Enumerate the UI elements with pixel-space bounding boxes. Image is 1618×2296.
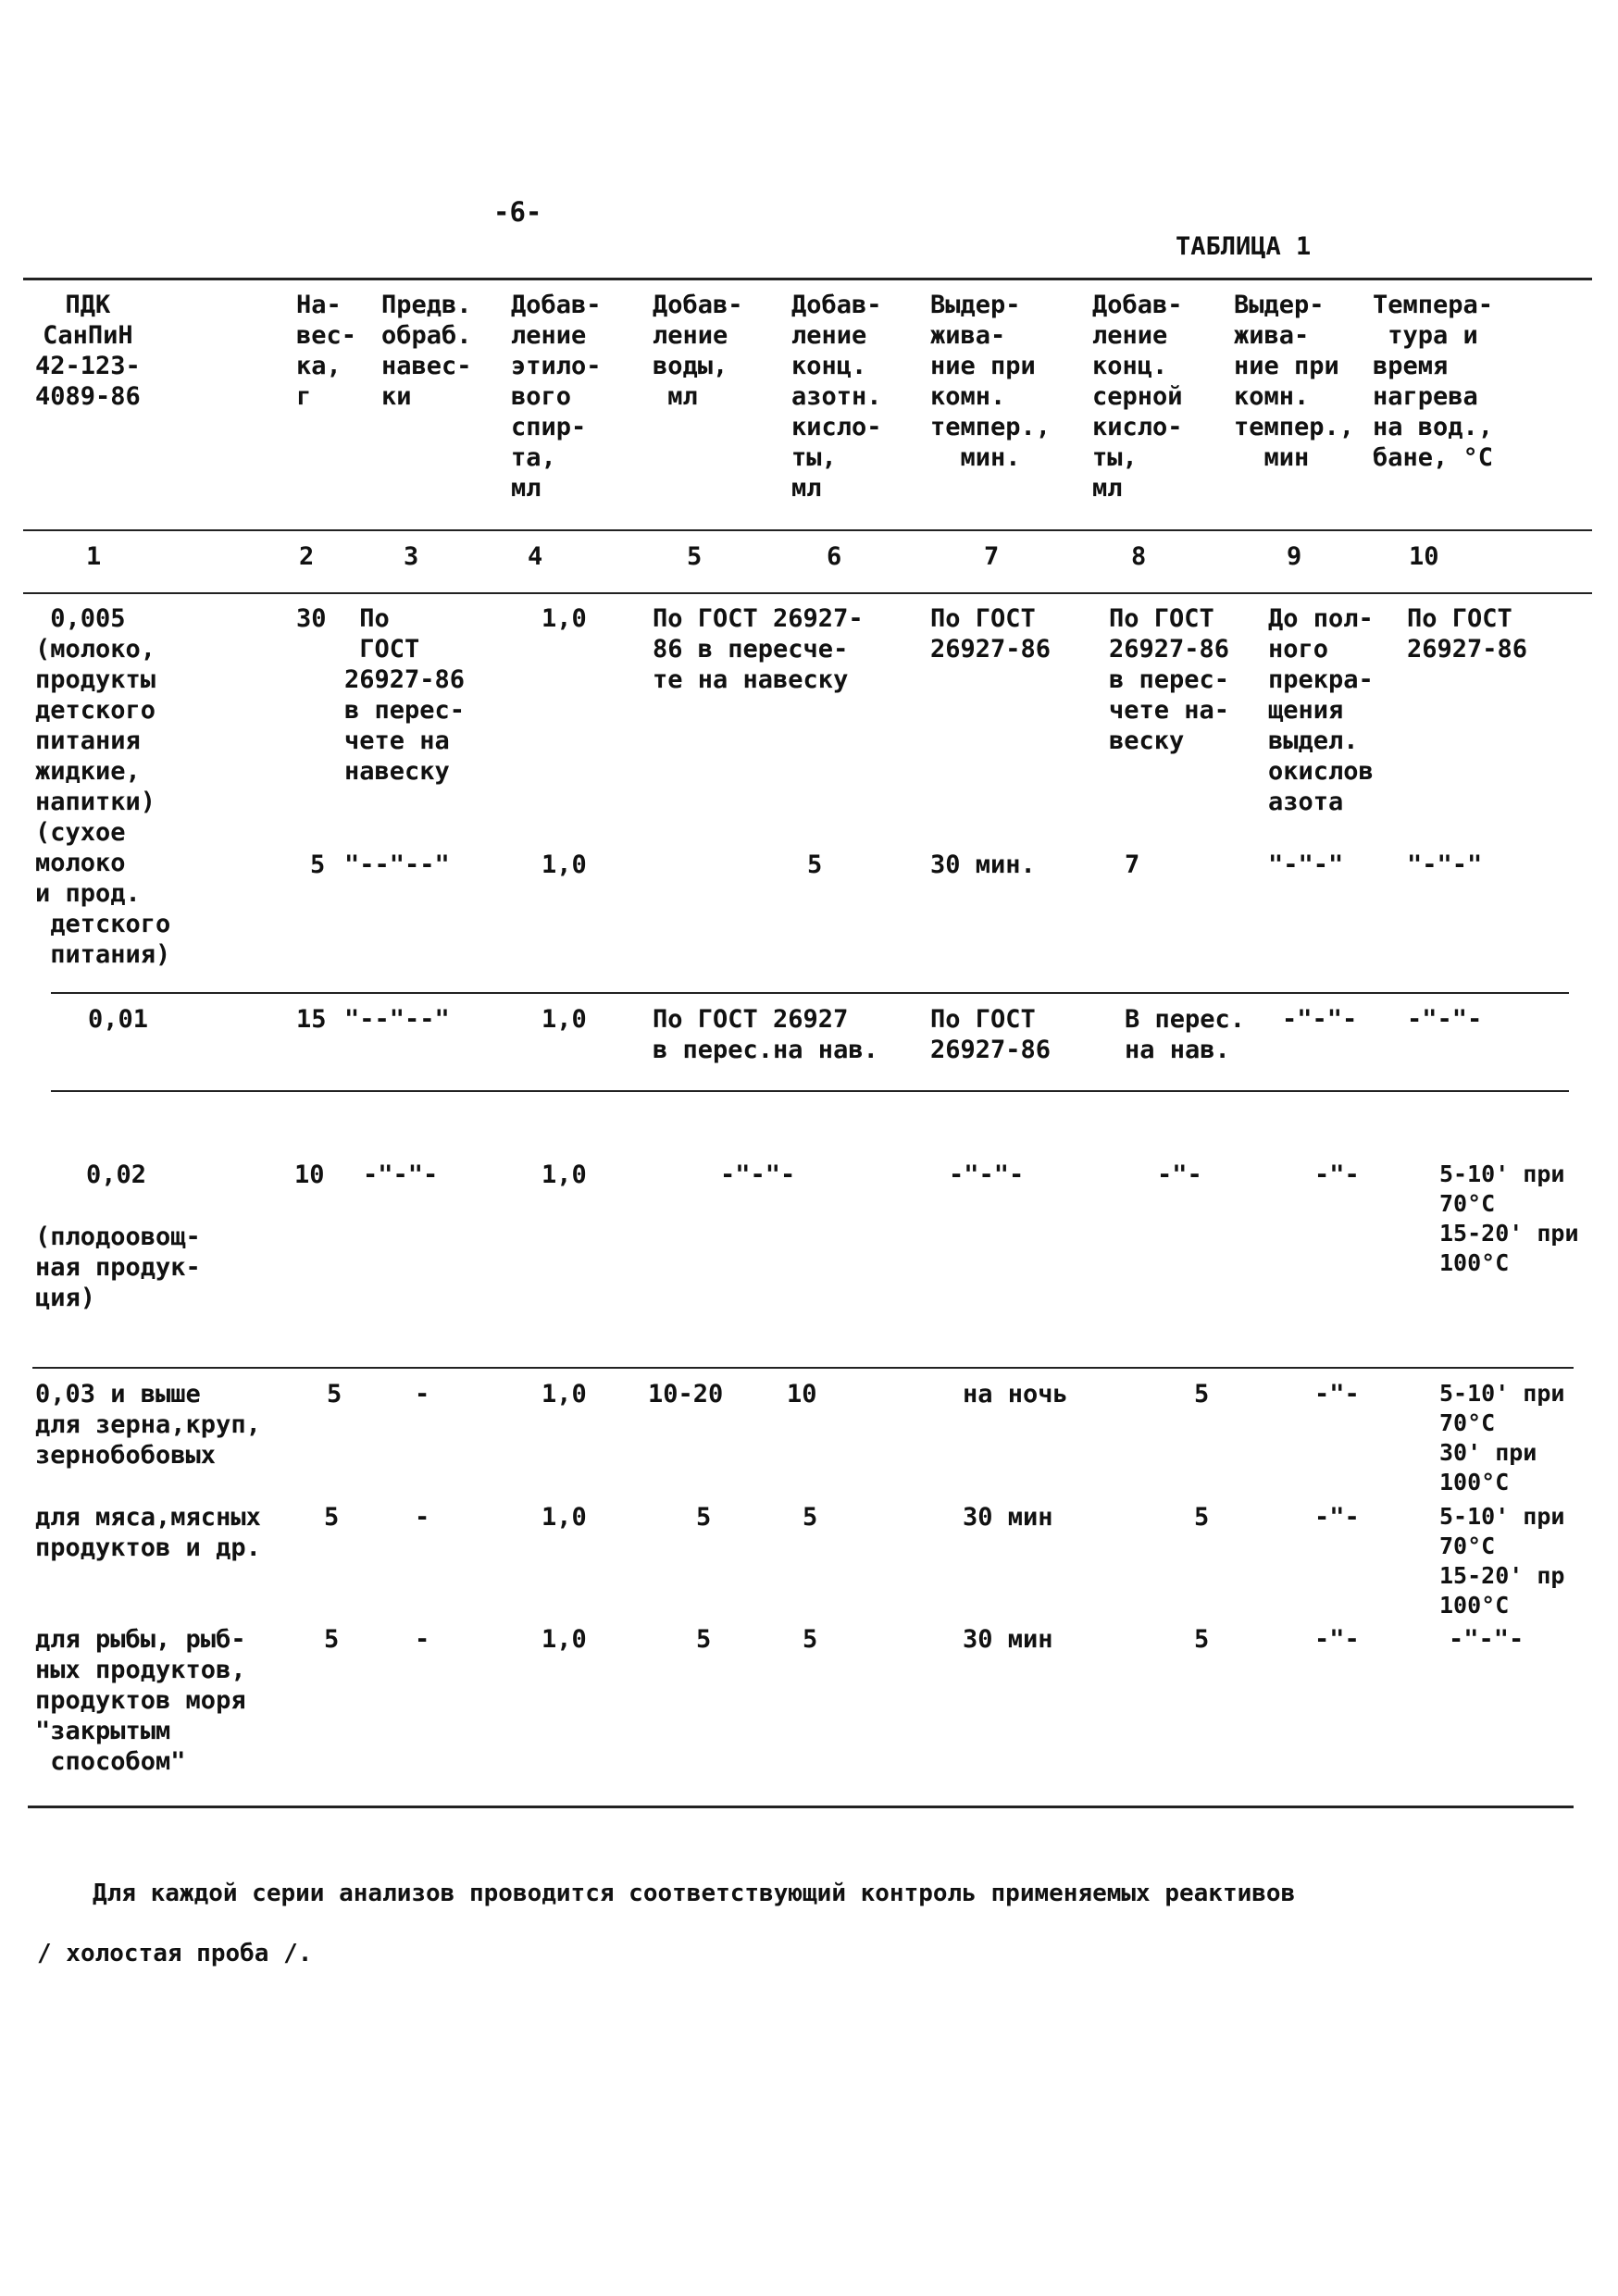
row3-pdk-note: (плодоовощ- ная продук- ция) <box>35 1222 201 1312</box>
row1-bottom-rule <box>51 992 1569 994</box>
header-pdk-sanpin: ПДК СанПиН 42-123- 4089-86 <box>35 291 141 411</box>
row1b-nitric: 5 <box>807 850 823 879</box>
row1-water-nitric: По ГОСТ 26927- 86 в пересче- те на навеску <box>653 604 864 694</box>
header-holding-time-2: Выдер- жива- ние при комн. темпер., мин <box>1234 291 1355 472</box>
row2-weight: 15 <box>296 1005 327 1034</box>
row2-water-nitric: По ГОСТ 26927 в перес.на нав. <box>653 1005 878 1064</box>
header-ethanol-addition: Добав- ление этило- вого спир- та, мл <box>511 291 602 503</box>
row2-pdk: 0,01 <box>88 1005 149 1034</box>
header-nitric-acid-addition: Добав- ление конц. азотн. кисло- ты, мл <box>791 291 882 503</box>
row3-pdk: 0,02 <box>86 1160 147 1189</box>
column-number-9: 9 <box>1287 542 1302 571</box>
row4c-water: 5 <box>696 1625 712 1654</box>
header-sample-weight: На- вес- ка, г <box>296 291 357 411</box>
row1-sulfuric: По ГОСТ 26927-86 в перес- чете на- веску <box>1109 604 1230 755</box>
row1b-sulfuric: 7 <box>1125 850 1140 879</box>
column-number-10: 10 <box>1409 542 1439 571</box>
row1-ethanol: 1,0 <box>541 604 587 633</box>
row1b-pdk: (сухое молоко и прод. детского питания) <box>35 818 171 969</box>
row4c-ethanol: 1,0 <box>541 1625 587 1654</box>
row4b-nitric: 5 <box>803 1503 818 1532</box>
row4b-pretreatment: - <box>415 1503 430 1532</box>
row2-heating: -"-"- <box>1407 1005 1483 1034</box>
column-number-1: 1 <box>86 542 102 571</box>
footer-note-line2: / холостая проба /. <box>37 1940 313 1967</box>
header-pretreatment: Предв. обраб. навес- ки <box>381 291 472 411</box>
row1b-holding-1: 30 мин. <box>930 850 1036 879</box>
row2-holding-2: -"-"- <box>1282 1005 1358 1034</box>
row1b-heating: "-"-" <box>1407 850 1483 879</box>
row3-pretreatment: -"-"- <box>363 1160 439 1189</box>
column-number-5: 5 <box>687 542 703 571</box>
column-number-6: 6 <box>827 542 842 571</box>
header-water-addition: Добав- ление воды, мл <box>653 291 743 411</box>
row4a-holding-2: -"- <box>1314 1380 1360 1409</box>
row4c-holding-1: 30 мин <box>963 1625 1053 1654</box>
column-number-4: 4 <box>528 542 543 571</box>
page-number: -6- <box>493 196 542 228</box>
row2-pretreatment: "--"--" <box>344 1005 450 1034</box>
row4c-weight: 5 <box>324 1625 340 1654</box>
row3-weight: 10 <box>294 1160 325 1189</box>
row4b-holding-1: 30 мин <box>963 1503 1053 1532</box>
row1-holding-2: До пол- ного прекра- щения выдел. окислов азота <box>1268 604 1374 816</box>
row1-holding-1: По ГОСТ 26927-86 <box>930 604 1052 664</box>
row4a-weight: 5 <box>327 1380 342 1409</box>
row4c-holding-2: -"- <box>1314 1625 1360 1654</box>
row4a-pretreatment: - <box>415 1380 430 1409</box>
row1-weight: 30 <box>296 604 327 633</box>
row4a-nitric: 10 <box>787 1380 817 1409</box>
row2-holding-1: По ГОСТ 26927-86 <box>930 1005 1052 1064</box>
row1b-pretreatment: "--"--" <box>344 850 450 879</box>
row4b-water: 5 <box>696 1503 712 1532</box>
column-numbers-bottom-rule <box>23 592 1592 594</box>
row4b-pdk: для мяса,мясных продуктов и др. <box>35 1503 261 1562</box>
row4c-pretreatment: - <box>415 1625 430 1654</box>
row3-sulfuric: -"- <box>1157 1160 1202 1189</box>
table-bottom-rule <box>28 1806 1574 1808</box>
row4a-heating: 5-10' при 70°С 30' при 100°С <box>1439 1380 1565 1496</box>
row3-bottom-rule <box>32 1367 1574 1369</box>
row1b-weight: 5 <box>310 850 326 879</box>
row2-sulfuric: В перес. на нав. <box>1125 1005 1246 1064</box>
row1b-ethanol: 1,0 <box>541 850 587 879</box>
row4b-weight: 5 <box>324 1503 340 1532</box>
row1-heating: По ГОСТ 26927-86 <box>1407 604 1528 664</box>
row2-ethanol: 1,0 <box>541 1005 587 1034</box>
row4c-heating: -"-"- <box>1449 1625 1525 1654</box>
column-number-8: 8 <box>1131 542 1147 571</box>
row4b-holding-2: -"- <box>1314 1503 1360 1532</box>
row4a-water: 10-20 <box>648 1380 724 1409</box>
table-top-rule <box>23 278 1592 280</box>
row3-heating: 5-10' при 70°С 15-20' при 100°С <box>1439 1160 1579 1276</box>
header-sulfuric-acid-addition: Добав- ление конц. серной кисло- ты, мл <box>1092 291 1183 503</box>
header-heating-temp-time: Темпера- тура и время нагрева на вод., бане, °С <box>1373 291 1494 472</box>
row4c-sulfuric: 5 <box>1194 1625 1210 1654</box>
row4a-pdk: 0,03 и выше для зерна,круп, зернобобовых <box>35 1380 261 1470</box>
row4c-nitric: 5 <box>803 1625 818 1654</box>
row4b-heating: 5-10' при 70°С 15-20' пр 100°С <box>1439 1503 1565 1619</box>
column-number-3: 3 <box>404 542 419 571</box>
row4a-ethanol: 1,0 <box>541 1380 587 1409</box>
row4a-sulfuric: 5 <box>1194 1380 1210 1409</box>
row3-ethanol: 1,0 <box>541 1160 587 1189</box>
row4b-ethanol: 1,0 <box>541 1503 587 1532</box>
row2-bottom-rule <box>51 1090 1569 1092</box>
row3-water-nitric: -"-"- <box>720 1160 796 1189</box>
footer-note-line1: Для каждой серии анализов проводится соответствующий контроль применяемых реактивов <box>93 1880 1296 1907</box>
row4c-pdk: для рыбы, рыб- ных продуктов, продуктов моря "закрытым способом" <box>35 1625 246 1776</box>
row1-pretreatment: По ГОСТ 26927-86 в перес- чете на навеску <box>344 604 466 786</box>
row3-holding-2: -"- <box>1314 1160 1360 1189</box>
row4a-holding-1: на ночь <box>963 1380 1068 1409</box>
header-bottom-rule <box>23 529 1592 531</box>
row1-pdk: 0,005 (молоко, продукты детского питания жидкие, напитки) <box>35 604 156 816</box>
row4b-sulfuric: 5 <box>1194 1503 1210 1532</box>
header-holding-time-1: Выдер- жива- ние при комн. темпер., мин. <box>930 291 1052 472</box>
column-number-2: 2 <box>299 542 315 571</box>
table-label: ТАБЛИЦА 1 <box>1176 232 1312 261</box>
column-number-7: 7 <box>984 542 1000 571</box>
row1b-holding-2: "-"-" <box>1268 850 1344 879</box>
row3-holding-1: -"-"- <box>949 1160 1025 1189</box>
